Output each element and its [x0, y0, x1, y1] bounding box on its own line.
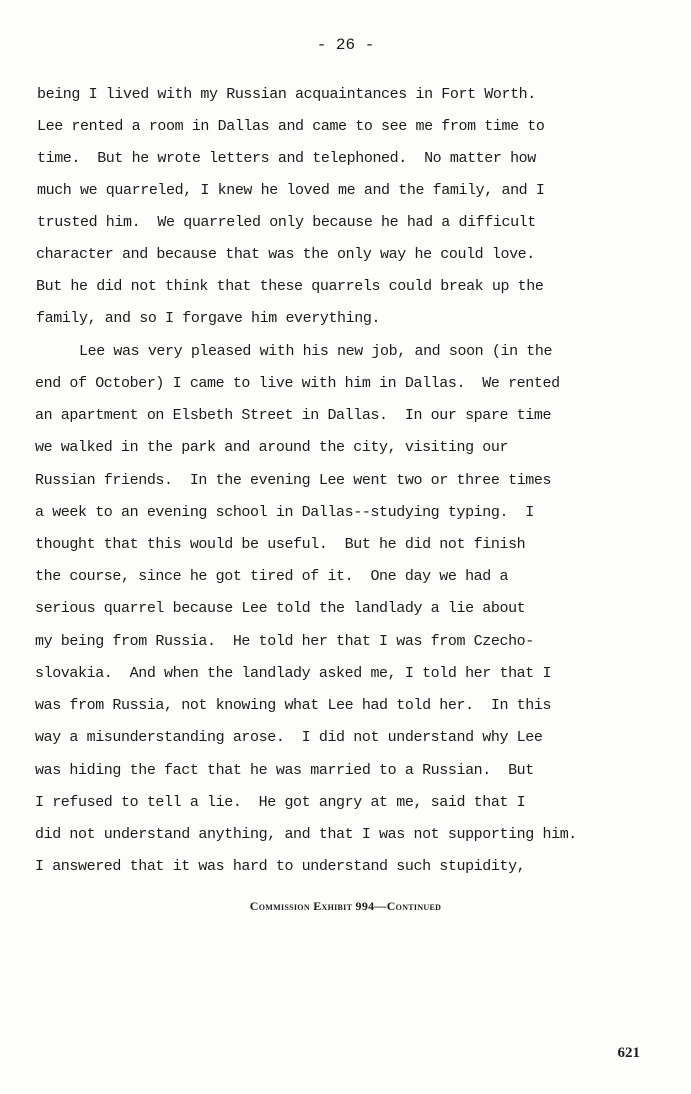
text-line: my being from Russia. He told her that I was from Czecho- [35, 633, 534, 650]
text-line: serious quarrel because Lee told the landlady a lie about [35, 600, 526, 617]
text-line: was from Russia, not knowing what Lee had told her. In this [35, 697, 552, 714]
exhibit-caption: Commission Exhibit 994—Continued [249, 899, 442, 913]
text-line: But he did not think that these quarrels could break up the [36, 278, 544, 295]
text-line: Lee rented a room in Dallas and came to see me from time to [37, 118, 545, 135]
text-line: Lee was very pleased with his new job, and soon (in the [36, 343, 553, 360]
text-line: trusted him. We quarreled only because he had a difficult [37, 214, 536, 231]
text-line: character and because that was the only way he could love. [36, 246, 535, 263]
text-line: way a misunderstanding arose. I did not understand why Lee [35, 729, 543, 746]
text-line: time. But he wrote letters and telephoned. No matter how [37, 150, 536, 167]
text-line: slovakia. And when the landlady asked me, I told her that I [35, 665, 552, 682]
text-line: end of October) I came to live with him in Dallas. We rented [35, 375, 560, 392]
text-line: I answered that it was hard to understand such stupidity, [35, 858, 526, 875]
text-line: Russian friends. In the evening Lee went two or three times [35, 472, 552, 489]
text-line: thought that this would be useful. But he did not finish [35, 536, 526, 553]
text-line: much we quarreled, I knew he loved me and the family, and I [37, 182, 545, 199]
text-line: an apartment on Elsbeth Street in Dallas. In our spare time [35, 407, 552, 424]
text-line: family, and so I forgave him everything. [36, 310, 381, 327]
text-line: I refused to tell a lie. He got angry at me, said that I [35, 794, 526, 811]
text-line: the course, since he got tired of it. One day we had a [35, 568, 509, 585]
text-line: did not understand anything, and that I was not supporting him. [35, 826, 577, 843]
text-line: being I lived with my Russian acquaintances in Fort Worth. [37, 86, 536, 103]
text-line: a week to an evening school in Dallas--studying typing. I [35, 504, 534, 521]
page-number-bottom: 621 [617, 1045, 640, 1061]
text-line: was hiding the fact that he was married to a Russian. But [35, 762, 534, 779]
page-number-top: - 26 - [316, 36, 375, 54]
text-line: we walked in the park and around the city, visiting our [35, 439, 509, 456]
